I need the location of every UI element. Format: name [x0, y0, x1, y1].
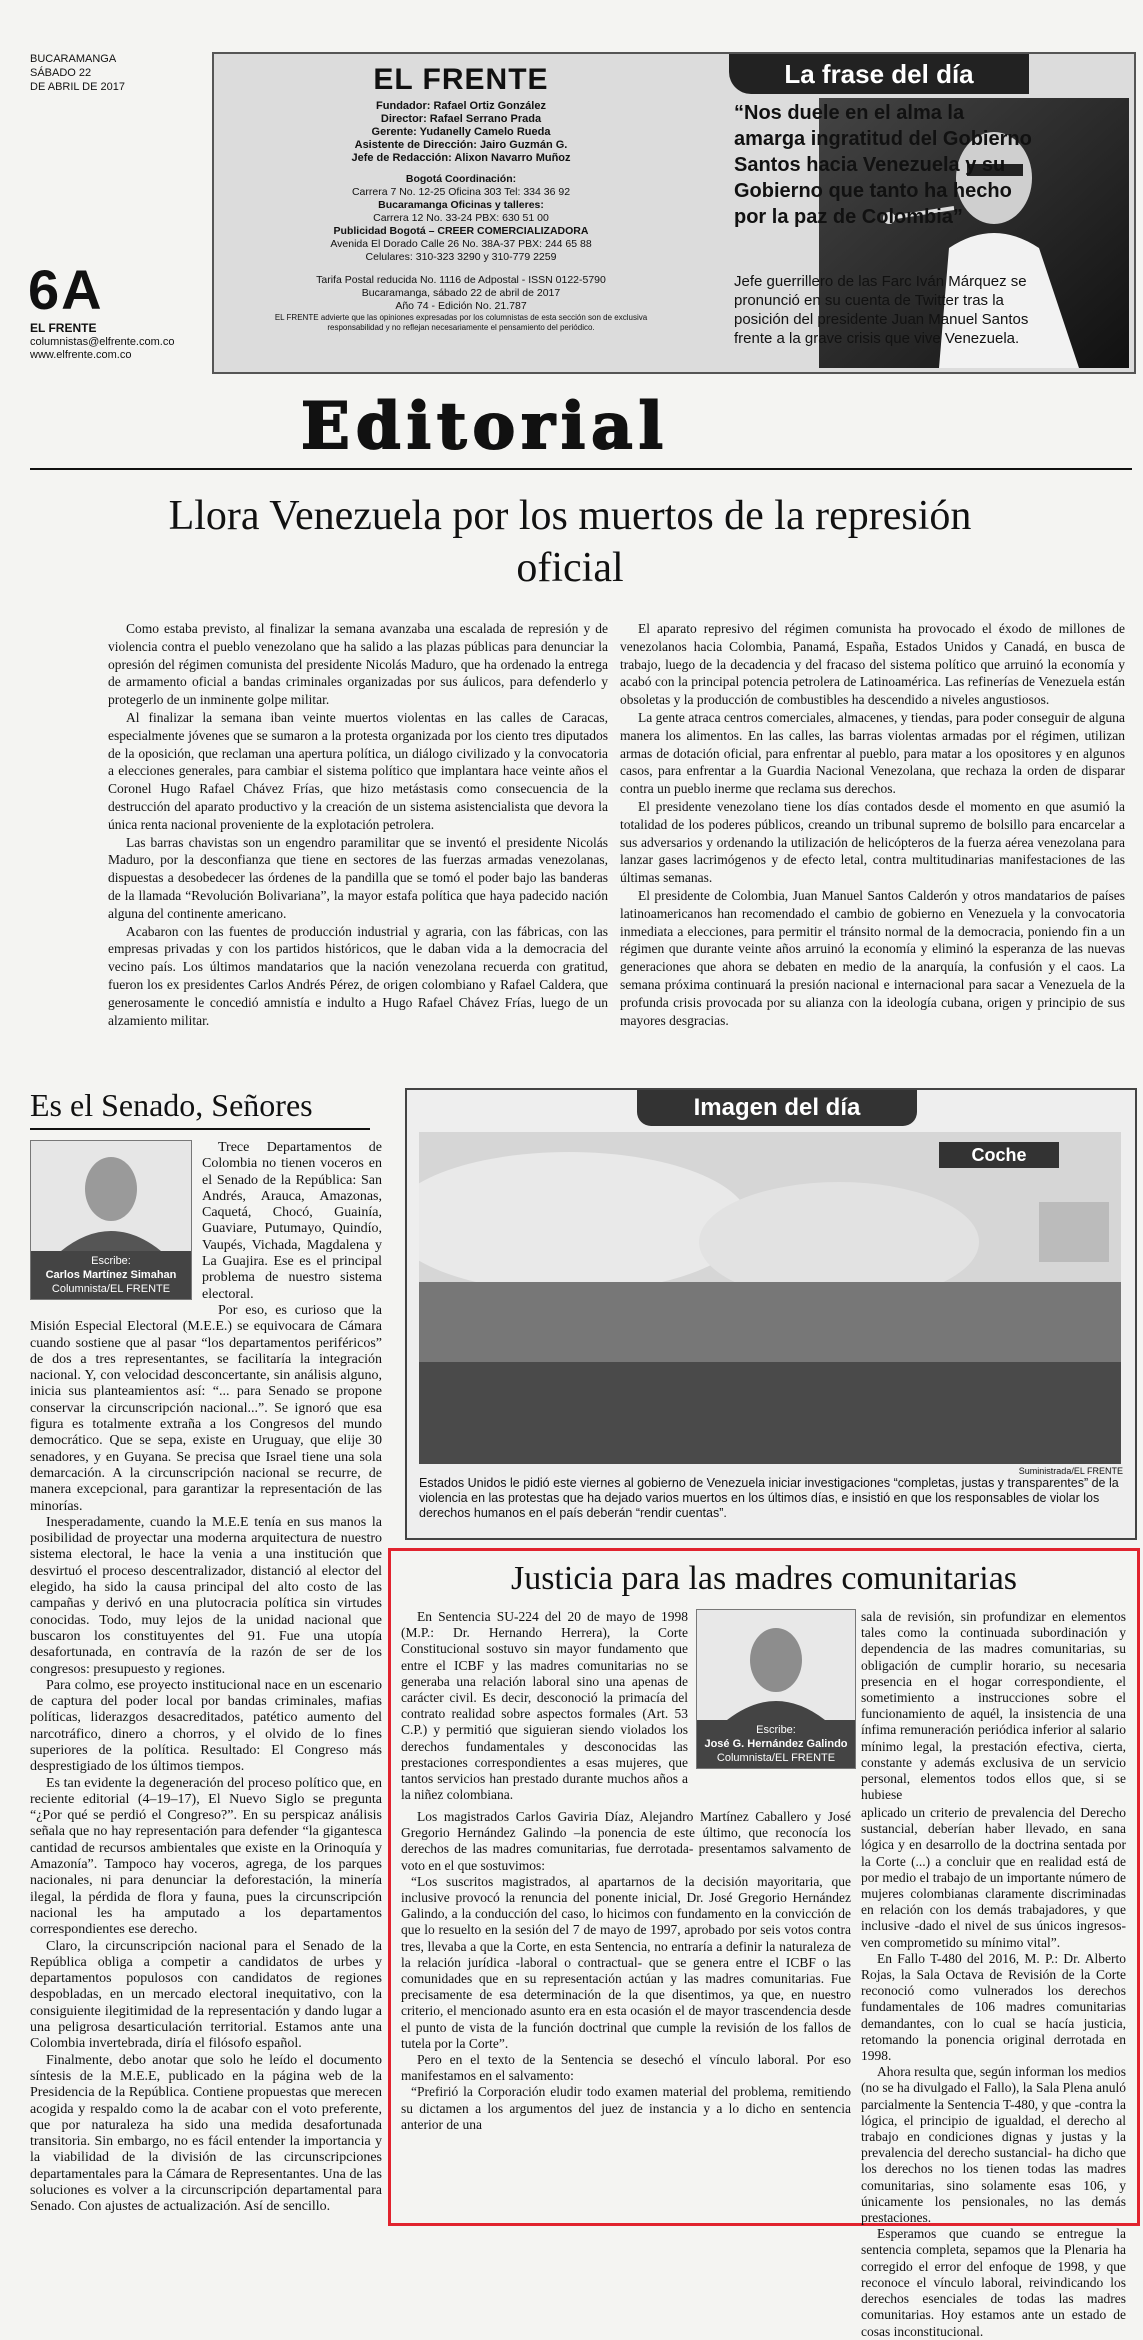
justicia-column-2-lower [861, 1805, 1126, 2340]
byline-name: Carlos Martínez Simahan [45, 1269, 177, 1281]
page-brand [30, 322, 220, 362]
paragraph: aplicado un criterio de prevalencia del Derecho sustancial, deberían haber llevado, en sana lógica y en desarrollo de la doctrina sentada por la Corte (...) a concluir que en realidad está de por medio el trabajo de un importante número de mujeres colombianas claramente discriminadas en relación con los demás trabajadores, y que inclusive -dado el nivel de sus únicos ingresos- ven comprometido su mínimo vital”. [861, 1805, 1126, 1950]
staff-line: Director: Rafael Serrano Prada [380, 113, 542, 125]
senado-author-box [30, 1140, 202, 1308]
protest-photo [419, 1132, 1121, 1464]
frase-title: La frase del día [729, 54, 1029, 94]
brand-name: EL FRENTE [30, 321, 97, 335]
editorial-column-2 [620, 620, 1125, 1029]
author-portrait-icon [31, 1141, 191, 1251]
paragraph: Los magistrados Carlos Gaviria Díaz, Alejandro Martínez Caballero y José Gregorio Hernández Galindo –la ponencia de este último, que reconocía los derechos de las madres comunitarias, fue derrotada- presentamos salvamento de voto en el que sostuvimos: [401, 1809, 851, 1873]
section-title-text: Editorial [301, 392, 669, 458]
page-number: 6A [28, 258, 104, 321]
dateline-city: BUCARAMANGA [30, 53, 117, 65]
office-line: Celulares: 310-323 3290 y 310-779 2259 [365, 251, 557, 263]
justicia-column-1-lower [401, 1809, 851, 2133]
author-photo [696, 1609, 856, 1769]
office-line: Bogotá Coordinación: [405, 173, 517, 185]
office-line: Carrera 12 No. 33-24 PBX: 630 51 00 [373, 212, 549, 224]
quote-paragraph: “Prefirió la Corporación eludir todo examen material del problema, remitiendo su dictamen a los argumentos del juez de instancia y a lo dicho en sentencia anterior de una [401, 2084, 851, 2132]
paragraph: Ahora resulta que, según informan los medios (no se ha divulgado el Fallo), la Sala Plena anuló parcialmente la Sentencia T-480, y que -contra la lógica, el principio de igualdad, el derecho al trabajo en condiciones dignas y justas y la prevalencia del derecho sustancial- ha dicho que los derechos no los tienen todas las madres comunitarias, sino solamente esas 106, y únicamente los pensionales, no las demás prestaciones. [861, 2064, 1126, 2226]
section-divider [30, 468, 1132, 470]
staff-line: Asistente de Dirección: Jairo Guzmán G. [354, 139, 568, 151]
paragraph: Es tan evidente la degeneración del proceso político que, en reciente editorial (4–19–17), El Nuevo Siglo se pregunta “¿Por qué se perdió el Congreso?”. En su perspicaz análisis señala que no hay representación para defender “la gigantesca cantidad de recursos ambientales que existe en la Orinoquía y Amazonía”. Tampoco hay voceros, agrega, de los parques nacionales, ni para denunciar la deforestación, la minería ilegal, la pérdida de flora y fauna, pues la circunscripción nacional les ha amputado a los departamentos correspondientes ese derecho. [30, 1775, 382, 1938]
author-portrait-icon [697, 1610, 855, 1720]
masthead-info [226, 64, 696, 333]
justicia-headline: Justicia para las madres comunitarias [510, 1560, 1018, 1597]
brand-web[interactable]: www.elfrente.com.co [30, 349, 132, 361]
imagen-title: Imagen del día [637, 1090, 917, 1126]
legal-line: Año 74 - Edición No. 21.787 [395, 300, 527, 312]
office-line: Bucaramanga Oficinas y talleres: [378, 199, 544, 211]
editorial-column-1 [108, 620, 608, 1029]
paragraph: Acabaron con las fuentes de producción industrial y agraria, con las fábricas, con las empresas privadas y con los partidos históricos, que le daban vida a la democracia del vecino país. Los últimos mandatarios que la nación venezolana recuerda con gratitud, fueron los ex presidentes Carlos Andrés Pérez, de origen colombiano y Rafael Caldera, que generosamente le concedió amnistía e indulto a Hugo Rafael Chávez Frías, luego de un alzamiento militar. [108, 923, 608, 1028]
paragraph: Pero en el texto de la Sentencia se desechó el vínculo laboral. Por eso manifestamos en el salvamento: [401, 2052, 851, 2084]
legal-line: Tarifa Postal reducida No. 1116 de Adpostal - ISSN 0122-5790 [316, 274, 606, 286]
photo-caption: Estados Unidos le pidió este viernes al gobierno de Venezuela iniciar investigaciones “completas, justas y transparentes” de la violencia en las protestas que ha dejado varios muertos en los últimos días, e insistió en que los responsables de violar los derechos humanos en el país deberán “rendir cuentas”. [419, 1476, 1119, 1520]
paragraph: Al finalizar la semana iban veinte muertos violentas en las calles de Caracas, especialmente jóvenes que se sumaron a la protesta organizada por los ciento tres diputados de la oposición, que reclaman una apertura política, un diálogo civilizado y la convocatoria a elecciones generales, para cambiar el sistema político que implantara hace veinte años el Coronel Hugo Rafael Chávez Frías, que hizo metástasis como consecuencia de la destrucción del aparato productivo y la creación de un sistema asistencialista que devora la única renta nacional proveniente de la explotación petrolera. [108, 709, 608, 832]
paragraph: Para colmo, ese proyecto institucional nace en un escenario de captura del poder local por bandas criminales, mafias políticas, liderazgos desacreditados, patético aumento del narcotráfico, dinero a chorros, y el olvido de lo fines superiores de la política. Resultado: El Congreso más desprestigiado de los últimos tiempos. [30, 1677, 382, 1775]
paragraph: sala de revisión, sin profundizar en elementos tales como la continuada subordinación y dependencia de las madres comunitarias, su obligación de cumplir horario, su necesaria presencia en el hogar correspondiente, el sometimiento a instrucciones sobre el funcionamiento de aquél, la insistencia de una ínfima remuneración periódica inferior al salario mínimo legal, la prestación efectiva, cierta, constante y además exclusiva de un servicio personal, elementos todos ellos que, si se hubiese [861, 1609, 1126, 1803]
office-line: Carrera 7 No. 12-25 Oficina 303 Tel: 334 36 92 [351, 186, 571, 198]
byline-role: Columnista/EL FRENTE [716, 1752, 836, 1764]
photo-credit: Suministrada/EL FRENTE [1018, 1466, 1123, 1476]
section-title [215, 392, 755, 458]
senado-divider [30, 1128, 370, 1130]
imagen-del-dia-box [405, 1088, 1137, 1540]
byline [31, 1251, 191, 1299]
paragraph: El presidente de Colombia, Juan Manuel Santos Calderón y otros mandatarios de países latinoamericanos han recomendado el cambio de gobierno en Venezuela y la convocatoria inmediata a elecciones, para permitir el tránsito normal de la democracia, poniendo fin a un régimen que durante veinte años arruinó la economía y eliminó la esperanza de las nuevas generaciones que ahora se debaten en medio de la anarquía, la confusión y el caos. La semana próxima continuará la presión nacional e internacional para sacar a Venezuela de la profunda crisis provocada por su alianza con la ideología cubana, origen y principio de sus mayores desgracias. [620, 887, 1125, 1028]
paragraph: Finalmente, debo anotar que solo he leído el documento síntesis de la M.E.E, publicado en la página web de la Presidencia de la República. Contiene propuestas que merecen acogida y respaldo como la de acabar con el voto preferente, que por naturaleza ha sido una medida desafortunada transitoria. Sin embargo, no es fácil entender la importancia y la viabilidad de la división de las circunscripciones departamentales para la Cámara de Representantes. Una de las soluciones es volver a la circunscripción departamental para Senado. Con ajustes de actualización. Así de sencillo. [30, 2052, 382, 2215]
senado-headline: Es el Senado, Señores [30, 1087, 313, 1123]
quote-paragraph: “Los suscritos magistrados, al apartarnos de la decisión mayoritaria, que inclusive provocó la renuncia del ponente inicial, Dr. José Gregorio Hernández Galindo, a la conducción del caso, lo hicimos con fundamento en la convicción de que lo resuelto en la sesión del 7 de mayo de 1997, aprobado por seis votos contra tres, llevaba a que la Corte, en esta Sentencia, no entraría a definir la naturaleza de la relación jurídica -laboral o contractual- que se genera entre el ICBF o las comunidades que en su representación actúan y las madres comunitarias. Fue precisamente de esa determinación de la que disentimos, ya que, en nuestro criterio, el mencionado asunto era en esta ocasión el de mayor trascendencia desde el punto de vista de la función doctrinal que cumple la revisión de los fallos de tutela por la Corte”. [401, 1873, 851, 2051]
author-photo [30, 1140, 192, 1300]
legal-line: Bucaramanga, sábado 22 de abril de 2017 [361, 287, 561, 299]
paragraph: El aparato represivo del régimen comunista ha provocado el éxodo de millones de venezolanos hacia Colombia, Panamá, España, Estados Unidos y Canadá, en busca de trabajo, luego de la decadencia y del fracaso del sistema político que arruinó la economía y acabó con la principal potencia petrolera de Latinoamérica. Las refinerías de Venezuela están obsoletas y la producción de combustibles ha descendido a niveles angustiosos. [620, 621, 1125, 708]
paragraph: En Sentencia SU-224 del 20 de mayo de 1998 (M.P.: Dr. Hernando Herrera), la Corte Constitucional sostuvo sin mayor fundamento que entre el ICBF y las madres comunitarias no se generaba una relación laboral sino una apenas de carácter civil. Es decir, desconoció la primacía del contrato realidad sobre aspectos formales (Art. 53 C.P.) y permitió que siguieran siendo violados los derechos fundamentales y desconocidas las prestaciones correspondientes a esas mujeres, que tantos servicios han prestado durante muchos años a la niñez colombiana. [401, 1609, 688, 1803]
byline-name: José G. Hernández Galindo [704, 1738, 848, 1750]
staff-line: Jefe de Redacción: Alixon Navarro Muñoz [351, 152, 571, 164]
paragraph: Esperamos que cuando se entregue la sentencia completa, sepamos que la Plenaria ha corregido el error del enfoque de 1998, y que reconoce el vínculo laboral, reivindicando los derechos esenciales de todas las madres comunitarias. Hoy estamos ante un estado de cosas inconstitucional. [861, 2226, 1126, 2339]
senado-body [30, 1140, 382, 2216]
editorial-headline: Llora Venezuela por los muertos de la represión oficial [168, 493, 972, 591]
byline [697, 1720, 855, 1768]
office-line: Avenida El Dorado Calle 26 No. 38A-37 PBX: 244 65 88 [330, 238, 592, 250]
paragraph: Por eso, es curioso que la Misión Especial Electoral (M.E.E.) se equivocara de Cámara cuando sostiene que al pasar “los departamentos periféricos” de dos a tres representantes, se facilitaría la integración nacional. Y, con velocidad desconcertante, sin análisis alguno, inicia sus planteamientos así: “... para Senado se propone conservar la circunscripción nacional...”. Se ignoró que esa figura es totalmente extraña a los Congresos del mundo democrático. Que se sepa, existe en Uruguay, que elije 30 senadores, y en Guyana. Se precisa que Israel tiene una sola demarcación. A la circunscripción nacional se recurre, de manera excepcional, para garantizar la representación de las minorías. [30, 1302, 382, 1514]
justicia-column-1 [401, 1609, 688, 1803]
road-sign-text: Coche [971, 1145, 1027, 1165]
byline-role: Columnista/EL FRENTE [51, 1283, 171, 1295]
dateline-day: SÁBADO 22 [30, 67, 92, 79]
paragraph: Las barras chavistas son un engendro paramilitar que se inventó el presidente Nicolás Maduro, por la desconfianza que tiene en sectores de las fuerzas armadas venezolanas, dispuestas a desobedecer las órdenes de la pandilla que se tomó el poder bajo las banderas de la llamada “Revolución Bolivariana”, la mayor estafa política que haya padecido nación alguna del continente americano. [108, 834, 608, 921]
page-dateline [30, 52, 210, 94]
staff-line: Fundador: Rafael Ortiz González [376, 100, 546, 112]
paragraph: Claro, la circunscripción nacional para el Senado de la República obliga a competir a candidatos de urbes y departamentos populosos con candidatos de regiones despobladas, en un mercado electoral inequitativo, con la consiguiente ilegitimidad de la representación y dando lugar a una peligrosa desarticulación territorial. Estamos ante una Colombia invertebrada, diría el filósofo español. [30, 1938, 382, 2052]
paragraph: El presidente venezolano tiene los días contados desde el momento en que asumió la totalidad de los poderes públicos, creando un tribunal supremo de bolsillo para encarcelar a sus adversarios y ordenando la utilización de helicópteros de la fuerza aérea venezolana para lanzar gases lacrimógenos y de efecto letal, contra multitudinarias manifestaciones de las últimas semanas. [620, 798, 1125, 886]
legal-disclaimer: EL FRENTE advierte que las opiniones expresadas por los columnistas de esta sección son de exclusiva responsabilidad y no reflejan necesariamente el pensamiento del periódico. [274, 313, 648, 332]
frase-author: Jefe guerrillero de las Farc Iván Márquez se pronunció en su cuenta de Twitter tras la posición del presidente Juan Manuel Santos frente a la grave crisis que vive Venezuela. [734, 273, 1029, 347]
paragraph: Inesperadamente, cuando la M.E.E tenía en sus manos la posibilidad de proyectar una moderna arquitectura de nuestro sistema electoral, le hace la venia a una institución que desvirtuó el proceso descentralizador, distanció al elector del elegido, ha sido la causa principal del alto costo de las campañas y derivó en una plutocracia política sin virtudes conocidas. Todo, muy lejos de la unidad nacional que buscaron los constituyentes del 91. Fue una utopía desafortunada, en contravía de la razón de ser de los congresos: presupuesto y regiones. [30, 1514, 382, 1677]
staff-line: Gerente: Yudanelly Camelo Rueda [371, 126, 551, 138]
paragraph: En Fallo T-480 del 2016, M. P.: Dr. Alberto Rojas, la Sala Octava de Revisión de la Corte reconoció como vulnerados los derechos fundamentales de 106 madres comunitarias demandantes, con lo cual se hacía justicia, retomando la ponencia original derrotada en 1998. [861, 1950, 1126, 2064]
paragraph: La gente atraca centros comerciales, almacenes, y tiendas, para poder conseguir de alguna manera los alimentos. En las calles, las barras violentas armadas por el régimen, utilizan armas de dotación oficial, para enfrentar al pueblo, para matar a los opositores y en algunos casos, para enfrentar a la Guardia Nacional Venezolana, que rechaza la orden de disparar contra un pueblo inerme que reclama sus derechos. [620, 709, 1125, 797]
paragraph: Trece Departamentos de Colombia no tienen voceros en el Senado de la República: San Andrés, Arauca, Amazonas, Caquetá, Chocó, Guainía, Guaviare, Putumayo, Quindío, Vaupés, Vichada, Magdalena y La Guajira. Ese es el principal problema de nuestro sistema electoral. [202, 1140, 382, 1302]
frase-quote: “Nos duele en el alma la amarga ingratitud del Gobierno Santos hacia Venezuela y su Gobierno que tanto ha hecho por la paz de Colombia” [734, 102, 1032, 228]
byline-label: Escribe: [91, 1255, 131, 1267]
office-line: Publicidad Bogotá – CREER COMERCIALIZADORA [333, 225, 589, 237]
byline-label: Escribe: [756, 1724, 796, 1736]
masthead-box [212, 52, 1136, 374]
justicia-column-2 [861, 1609, 1126, 1803]
brand-email[interactable]: columnistas@elfrente.com.co [30, 336, 175, 348]
paragraph: Como estaba previsto, al finalizar la semana avanzaba una escalada de represión y de violencia contra el pueblo venezolano que ha salido a las plazas públicas para denunciar la opresión del régimen comunista del presidente Nicolás Maduro, que ha ordenado la entrega de armamento oficial a bandas criminales organizadas por sus áulicos, para defenderlo y protegerlo de un inminente golpe militar. [108, 621, 608, 708]
justicia-article [388, 1548, 1140, 2339]
masthead-title: EL FRENTE [373, 63, 549, 96]
dateline-date: DE ABRIL DE 2017 [30, 81, 125, 93]
